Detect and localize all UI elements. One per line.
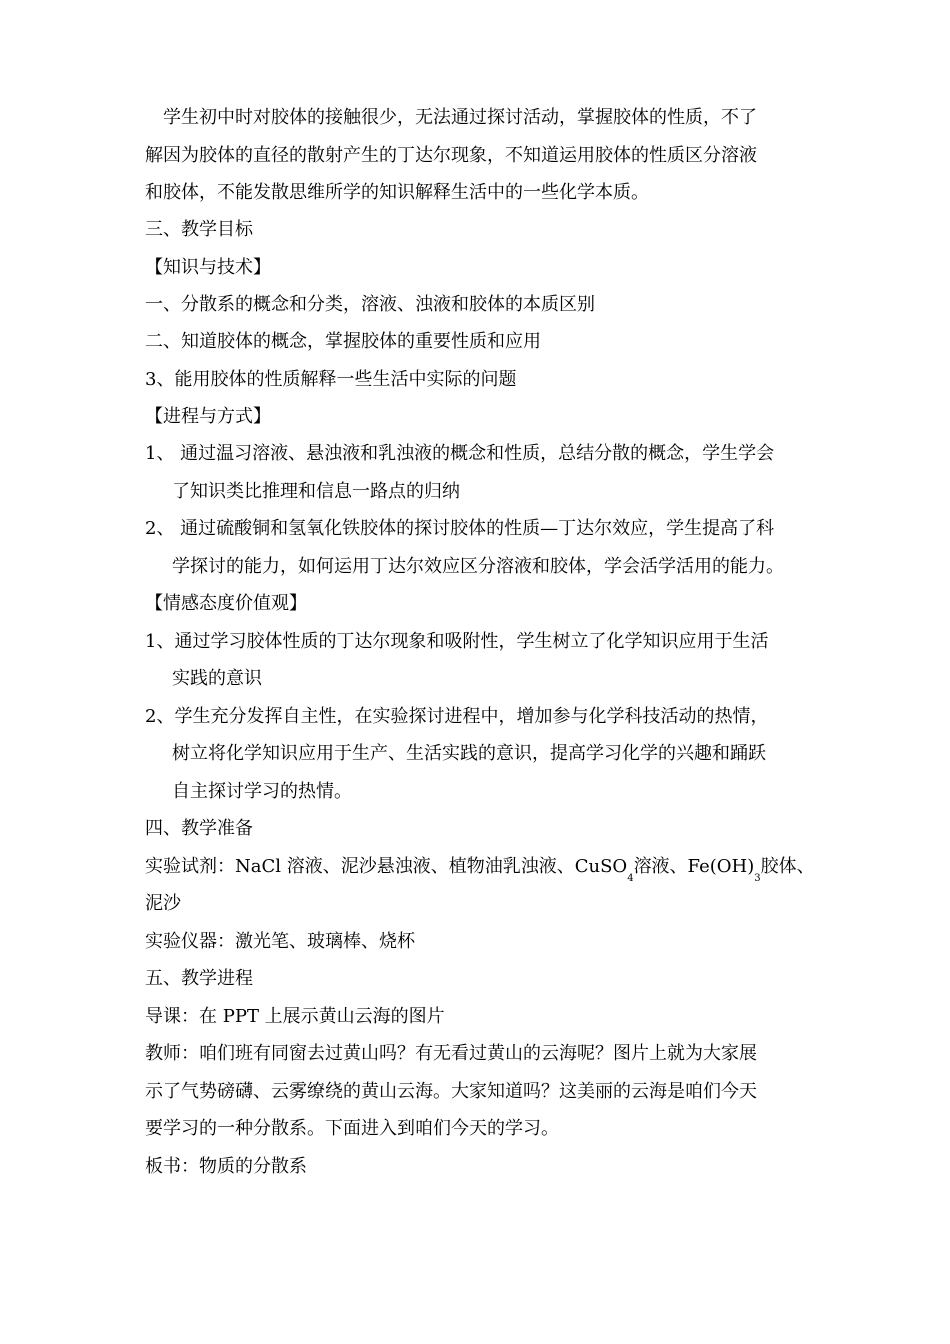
reagents-text-1: 实验试剂：NaCl 溶液、泥沙悬浊液、植物油乳浊液、CuSO [145, 856, 628, 877]
reagents-line-1 [145, 855, 825, 882]
emotion-item-2-line-3: 自主探讨学习的热情。 [172, 781, 352, 802]
teacher-line-1: 教师：咱们班有同窗去过黄山吗？有无看过黄山的云海呢？图片上就为大家展 [145, 1043, 757, 1064]
lesson-intro-line: 导课：在 PPT 上展示黄山云海的图片 [145, 1006, 445, 1027]
process-item-1-line-1: 1、 通过温习溶液、悬浊液和乳浊液的概念和性质，总结分散的概念，学生学会 [145, 443, 775, 464]
emotion-item-2-line-2: 树立将化学知识应用于生产、生活实践的意识，提高学习化学的兴趣和踊跃 [172, 743, 766, 764]
goals-heading: 三、教学目标 [145, 219, 253, 240]
knowledge-item-2: 二、知道胶体的概念，掌握胶体的重要性质和应用 [145, 331, 541, 352]
teacher-line-2: 示了气势磅礴、云雾缭绕的黄山云海。大家知道吗？这美丽的云海是咱们今天 [145, 1081, 757, 1102]
emotion-item-1-line-1: 1、通过学习胶体性质的丁达尔现象和吸附性，学生树立了化学知识应用于生活 [145, 631, 769, 652]
intro-paragraph-line-1: 学生初中时对胶体的接触很少，无法通过探讨活动，掌握胶体的性质，不了 [163, 107, 757, 128]
reagents-subscript-4: 4 [627, 873, 634, 884]
process-item-2-line-2: 学探讨的能力，如何运用丁达尔效应区分溶液和胶体，学会活学活用的能力。 [172, 556, 784, 577]
intro-paragraph-line-2: 解因为胶体的直径的散射产生的丁达尔现象，不知道运用胶体的性质区分溶液 [145, 145, 757, 166]
emotion-item-1-line-2: 实践的意识 [172, 668, 262, 689]
prep-heading: 四、教学准备 [145, 818, 253, 839]
emotion-item-2-line-1: 2、学生充分发挥自主性，在实验探讨进程中，增加参与化学科技活动的热情， [145, 706, 769, 727]
teacher-line-3: 要学习的一种分散系。下面进入到咱们今天的学习。 [145, 1118, 559, 1139]
process-item-2-line-1: 2、 通过硫酸铜和氢氧化铁胶体的探讨胶体的性质—丁达尔效应，学生提高了科 [145, 518, 775, 539]
reagents-text-2: 溶液、Fe(OH) [633, 856, 755, 877]
board-line: 板书：物质的分散系 [145, 1156, 307, 1177]
process-heading: 【进程与方式】 [145, 406, 271, 427]
reagents-subscript-3: 3 [754, 873, 761, 884]
instruments-line: 实验仪器：激光笔、玻璃棒、烧杯 [145, 931, 415, 952]
process-section-heading: 五、教学进程 [145, 968, 253, 989]
knowledge-item-1: 一、分散系的概念和分类，溶液、浊液和胶体的本质区别 [145, 294, 595, 315]
knowledge-heading: 【知识与技术】 [145, 257, 271, 278]
reagents-text-3: 胶体、 [760, 856, 815, 877]
intro-paragraph-line-3: 和胶体，不能发散思维所学的知识解释生活中的一些化学本质。 [145, 182, 649, 203]
process-item-1-line-2: 了知识类比推理和信息一路点的归纳 [172, 481, 460, 502]
knowledge-item-3: 3、能用胶体的性质解释一些生活中实际的问题 [145, 369, 517, 390]
emotion-heading: 【情感态度价值观】 [145, 593, 307, 614]
reagents-line-2: 泥沙 [145, 893, 181, 914]
